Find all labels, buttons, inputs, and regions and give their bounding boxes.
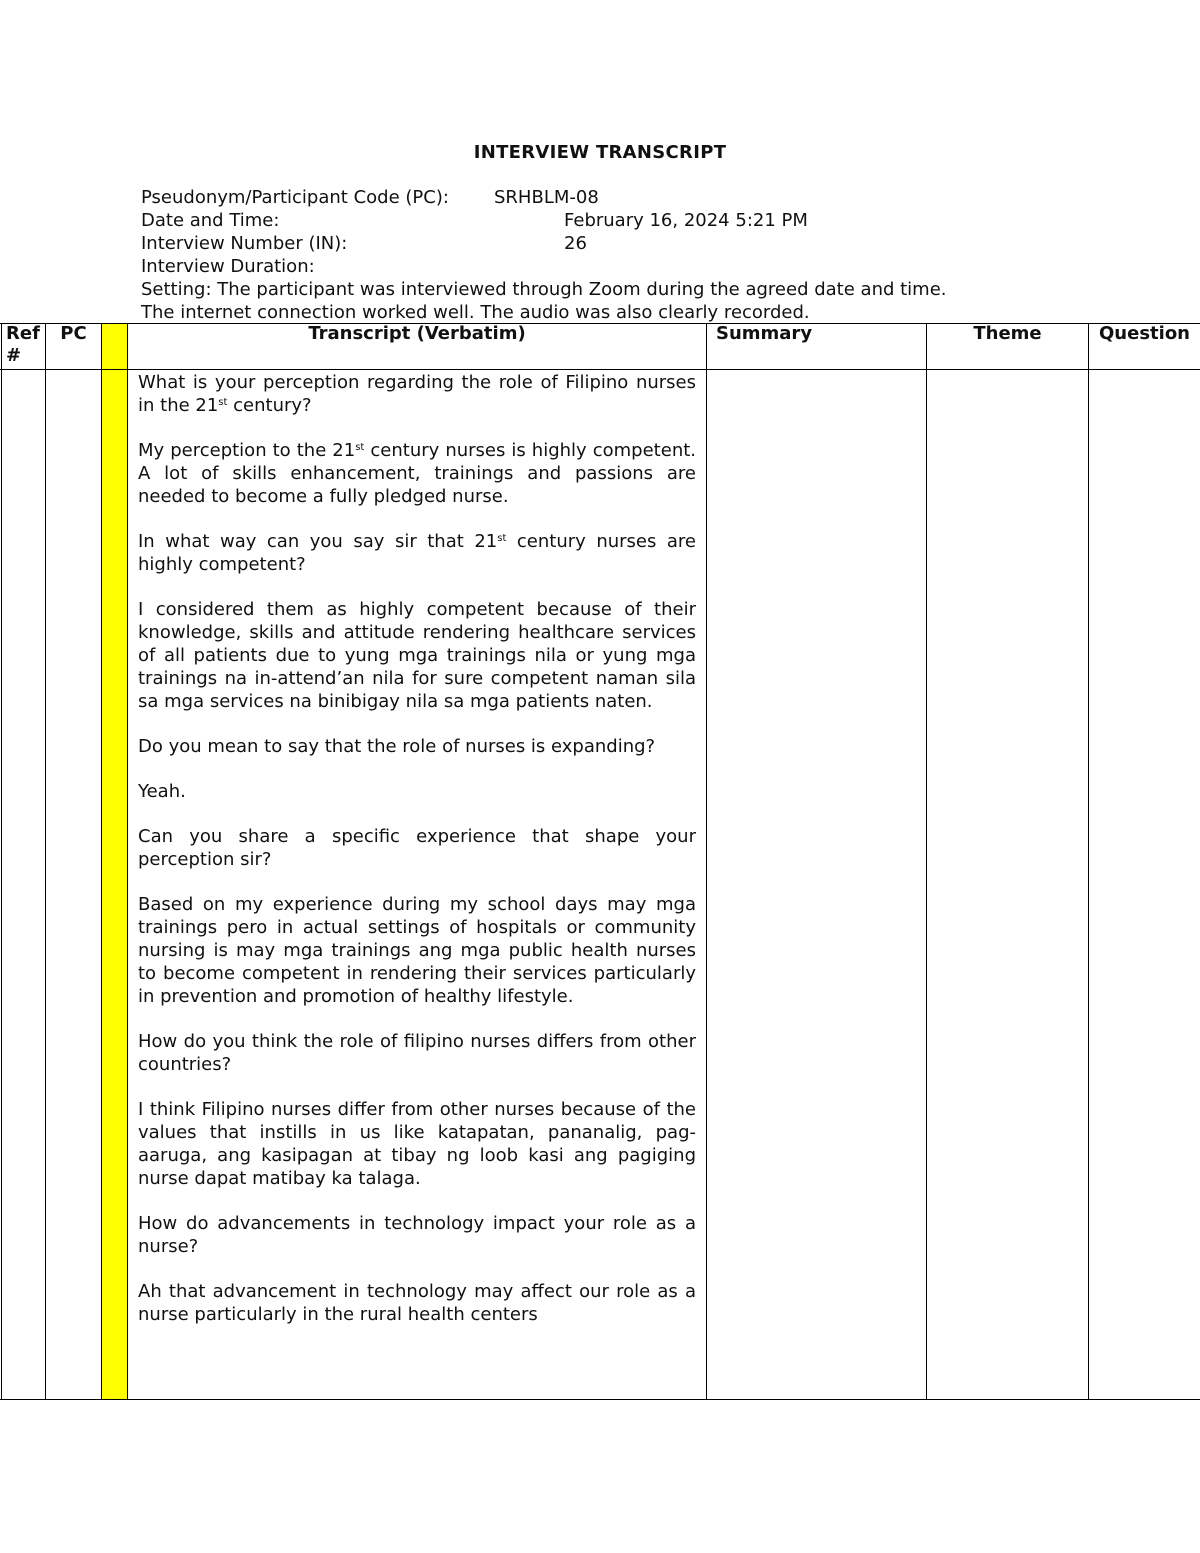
date-time-row [141, 209, 1141, 232]
document-title: INTERVIEW TRANSCRIPT [473, 142, 727, 163]
setting-line-2: The internet connection worked well. The audio was also clearly recorded. [141, 302, 810, 323]
interview-number-value: 26 [564, 233, 587, 254]
header-theme: Theme [973, 323, 1042, 344]
setting-line-1: Setting: The participant was interviewed through Zoom during the agreed date and time. [141, 279, 947, 300]
transcript-paragraph: Yeah. [138, 781, 186, 802]
interview-duration-row [141, 255, 1141, 278]
transcript-paragraph: I think Filipino nurses differ from other nurses because of the values that instills in us like katapatan, pananalig, pag-aaruga, ang kasipagan at tibay ng loob kasi ang pagiging nurse dapat matibay ka talaga. [138, 1099, 696, 1189]
date-time-label: Date and Time: [141, 210, 280, 231]
transcript-paragraph: Do you mean to say that the role of nurses is expanding? [138, 736, 656, 757]
table-bottom-border [0, 1399, 1200, 1400]
header-question: Question [1099, 323, 1190, 344]
column-divider [45, 323, 46, 1400]
header-summary: Summary [716, 323, 813, 344]
transcript-paragraph: How do advancements in technology impact your role as a nurse? [138, 1213, 696, 1257]
header-pc: PC [60, 323, 87, 344]
column-divider [127, 323, 128, 1400]
interview-number-label: Interview Number (IN): [141, 233, 348, 254]
transcript-paragraph: In what way can you say sir that 21st century nurses are highly competent? [138, 531, 696, 575]
participant-code-row [141, 186, 1141, 209]
header-bottom-border [0, 369, 1200, 370]
header-ref: Ref # [6, 323, 40, 366]
transcript-paragraph: Can you share a specific experience that shape your perception sir? [138, 826, 696, 870]
interview-metadata [141, 186, 1141, 324]
transcript-paragraph: Ah that advancement in technology may affect our role as a nurse particularly in the rural health centers [138, 1281, 696, 1325]
column-divider [1, 323, 2, 1400]
column-divider [1088, 323, 1089, 1400]
interview-duration-label: Interview Duration: [141, 256, 315, 277]
transcript-paragraph: How do you think the role of filipino nurses differs from other countries? [138, 1031, 696, 1075]
date-time-value: February 16, 2024 5:21 PM [564, 210, 808, 231]
transcript-paragraph: I considered them as highly competent because of their knowledge, skills and attitude rendering healthcare services of all patients due to yung mga trainings nila or yung mga trainings na in-attend’an nila for sure competent naman sila sa mga services na binibigay nila sa mga patients naten. [138, 599, 696, 712]
transcript-table [0, 323, 1200, 1400]
transcript-paragraph: My perception to the 21st century nurses is highly competent. A lot of skills enhancement, trainings and passions are needed to become a fully pledged nurse. [138, 440, 696, 507]
column-divider [926, 323, 927, 1400]
header-transcript: Transcript (Verbatim) [308, 323, 526, 344]
transcript-paragraph: Based on my experience during my school days may mga trainings pero in actual settings of hospitals or community nursing is may mga trainings ang mga public health nurses to become competent in rendering their services particularly in prevention and promotion of healthy lifestyle. [138, 894, 696, 1007]
column-divider [101, 323, 102, 1400]
transcript-paragraph: What is your perception regarding the role of Filipino nurses in the 21st century? [138, 372, 696, 416]
participant-code-label: Pseudonym/Participant Code (PC): [141, 187, 449, 208]
interview-number-row [141, 232, 1141, 255]
column-divider [706, 323, 707, 1400]
transcript-body [138, 371, 696, 1399]
highlight-column [102, 323, 127, 1399]
participant-code-value: SRHBLM-08 [494, 187, 599, 208]
